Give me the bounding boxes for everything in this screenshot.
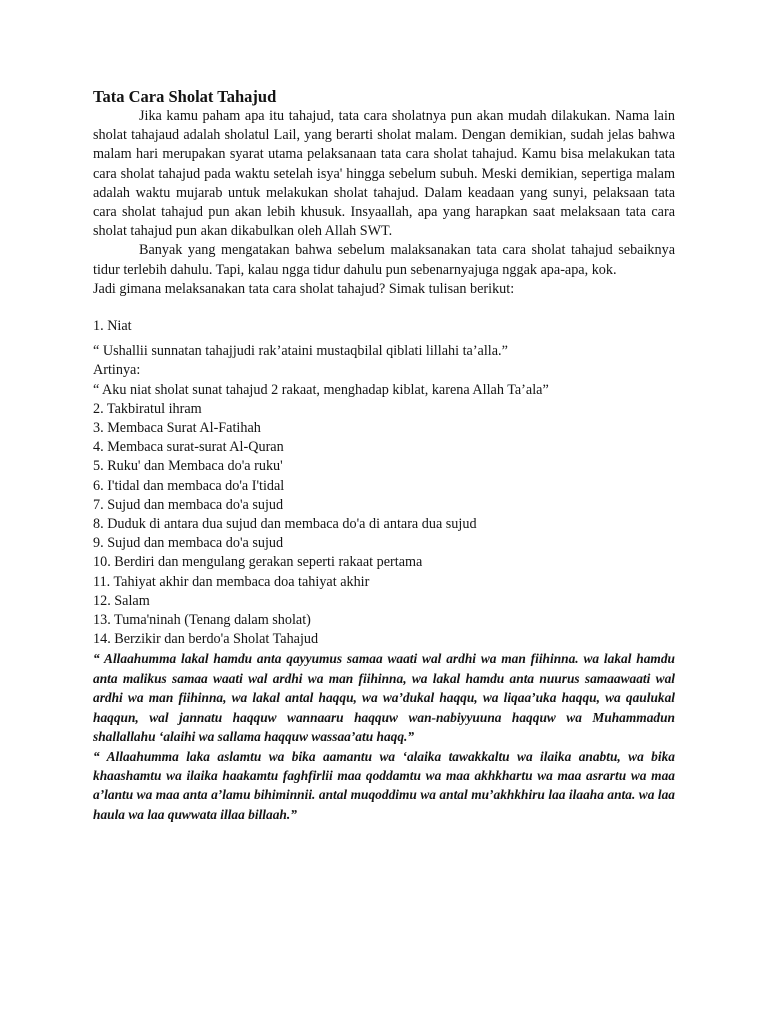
niat-meaning-text: “ Aku niat sholat sunat tahajud 2 rakaat, menghadap kiblat, karena Allah Ta’ala” <box>93 381 549 398</box>
doa-paragraph-1: “ Allaahumma lakal hamdu anta qayyumus samaa waati wal ardhi wa man fiihinna. wa lakal hamdu anta malikus samaa waati wal ardhi wa man fiihinna, wa lakal hamdu anta nuurus samaawaati wal ardhi wa man fiihinna, wa lakal antal haqqu, wa wa’dukal haqqu, wa liqaa’uka haqqu, wa qaulukal haqqun, wal jannatu haqquw wannaaru haqquw wan-nabiyyuuna haqquw wa Muhammadun shallallahu ‘alaihi wa sallama haqquw wassaa’atu haqq.” <box>93 651 675 745</box>
spacer <box>93 299 675 317</box>
list-item: 3. Membaca Surat Al-Fatihah <box>93 420 261 437</box>
document-title: Tata Cara Sholat Tahajud <box>93 87 277 106</box>
artinya-label: Artinya: <box>93 362 141 379</box>
list-item: 10. Berdiri dan mengulang gerakan seperti rakaat pertama <box>93 554 423 571</box>
list-item: 11. Tahiyat akhir dan membaca doa tahiyat akhir <box>93 573 370 590</box>
list-item: 8. Duduk di antara dua sujud dan membaca do'a di antara dua sujud <box>93 516 477 533</box>
doa-paragraph-2: “ Allaahumma laka aslamtu wa bika aamantu wa ‘alaika tawakkaltu wa ilaika anabtu, wa bika khaashamtu wa ilaika haakamtu faghfirlii maa qoddamtu wa maa akhkhartu wa maa asrartu wa maa a’lantu wa maa anta a’lamu bihiminnii. antal muqoddimu wa antal mu’akhkhiru laa ilaaha anta. wa laa haula wa laa quwwata illaa billaah.” <box>93 748 675 822</box>
list-item: 7. Sujud dan membaca do'a sujud <box>93 496 284 513</box>
intro-paragraph-2: Banyak yang mengatakan bahwa sebelum malaksanakan tata cara sholat tahajud sebaiknya tidur terlebih dahulu. Tapi, kalau ngga tidur dahulu pun sebenarnyajuga nggak apa-apa, kok. <box>93 242 675 278</box>
list-item: 2. Takbiratul ihram <box>93 400 202 417</box>
list-item: 4. Membaca surat-surat Al-Quran <box>93 439 284 456</box>
niat-arabic-text: “ Ushallii sunnatan tahajjudi rak’ataini mustaqbilal qiblati lillahi ta’alla.” <box>93 343 508 360</box>
list-item: 5. Ruku' dan Membaca do'a ruku' <box>93 458 283 475</box>
lead-in-text: Jadi gimana melaksanakan tata cara sholat tahajud? Simak tulisan berikut: <box>93 280 515 297</box>
list-item: 9. Sujud dan membaca do'a sujud <box>93 535 284 552</box>
steps-list <box>93 400 675 650</box>
step-niat: 1. Niat <box>93 318 132 335</box>
document-page <box>93 87 675 824</box>
list-item: 13. Tuma'ninah (Tenang dalam sholat) <box>93 612 311 629</box>
intro-paragraph-1: Jika kamu paham apa itu tahajud, tata cara sholatnya pun akan mudah dilakukan. Nama lain sholat tahajaud adalah sholatul Lail, yang berarti sholat malam. Dengan demikian, sudah jelas bahwa malam hari merupakan syarat utama pelaksanaan tata cara sholat tahajud. Kamu bisa melakukan tata cara sholat tahajud pada waktu setelah isya' hingga sebelum subuh. Meski demikian, sepertiga malam adalah waktu mujarab untuk melakukan sholat tahajud. Dalam keadaan yang sunyi, pelaksaan tata cara sholat tahajud pun akan lebih khusuk. Insyaallah, apa yang harapkan saat melaksaan tata cara sholat tahajud pun akan dikabulkan oleh Allah SWT. <box>93 108 675 240</box>
list-item: 12. Salam <box>93 592 150 609</box>
list-item: 6. I'tidal dan membaca do'a I'tidal <box>93 477 285 494</box>
list-item: 14. Berzikir dan berdo'a Sholat Tahajud <box>93 631 319 648</box>
